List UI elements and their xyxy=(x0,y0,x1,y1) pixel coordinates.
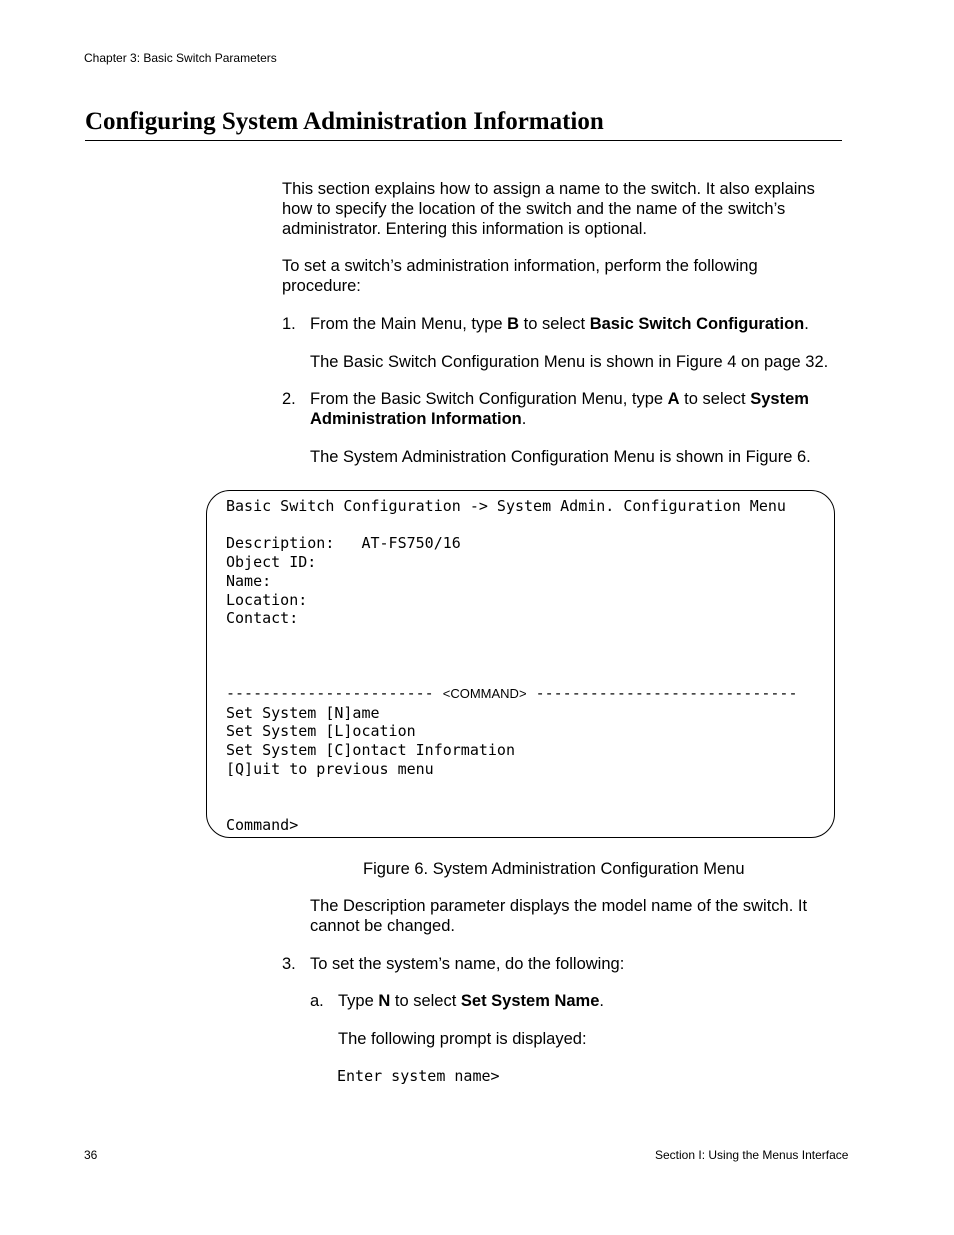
step-1-target: Basic Switch Configuration xyxy=(589,315,805,333)
figure-caption: Figure 6. System Administration Configuration Menu xyxy=(363,860,745,878)
step-3-text: To set the system’s name, do the following: xyxy=(310,955,625,973)
terminal-screen xyxy=(226,497,797,835)
step-2-post: . xyxy=(521,410,527,428)
step-3-number: 3. xyxy=(282,955,296,973)
page-title: Configuring System Administration Information xyxy=(85,107,842,141)
step-1-number: 1. xyxy=(282,315,296,333)
substep-a-text xyxy=(338,991,838,1011)
description-row xyxy=(226,534,797,553)
procedure-intro: To set a switch’s administration information, perform the following procedure: xyxy=(282,257,758,295)
footer-section: Section I: Using the Menus Interface xyxy=(655,1148,849,1162)
name-label: Name: xyxy=(226,571,272,590)
menu-item-quit[interactable]: [Q]uit to previous menu xyxy=(226,759,434,778)
page-number: 36 xyxy=(84,1148,98,1162)
step-1-mid: to select xyxy=(519,315,590,333)
description-label: Description: xyxy=(226,534,335,553)
divider-left: ----------------------- xyxy=(226,684,434,703)
divider-right: ----------------------------- xyxy=(535,684,798,703)
step-1-pre: From the Main Menu, type xyxy=(310,315,508,333)
substep-a-target: Set System Name xyxy=(460,992,600,1010)
terminal-breadcrumb: Basic Switch Configuration -> System Admin. Configuration Menu xyxy=(226,497,786,515)
step-2-key: A xyxy=(667,390,680,408)
contact-label: Contact: xyxy=(226,609,299,628)
description-note: The Description parameter displays the model name of the switch. It cannot be changed. xyxy=(310,897,808,935)
menu-item-set-contact[interactable]: Set System [C]ontact Information xyxy=(226,741,515,760)
step-2-note: The System Administration Configuration Menu is shown in Figure 6. xyxy=(310,448,811,466)
step-2-text xyxy=(310,389,840,429)
command-header: <COMMAND> xyxy=(442,686,527,702)
substep-a-key: N xyxy=(378,992,391,1010)
substep-a-note: The following prompt is displayed: xyxy=(338,1030,587,1048)
location-label: Location: xyxy=(226,590,308,609)
system-name-prompt: Enter system name> xyxy=(337,1067,500,1085)
substep-a-post: . xyxy=(599,992,604,1010)
step-1-text xyxy=(310,314,850,334)
step-2-number: 2. xyxy=(282,390,296,408)
substep-a-mid: to select xyxy=(390,992,461,1010)
substep-a-pre: Type xyxy=(338,992,379,1010)
command-divider xyxy=(226,684,797,704)
step-1-post: . xyxy=(804,315,809,333)
substep-a-letter: a. xyxy=(310,992,324,1010)
description-value: AT-FS750/16 xyxy=(361,534,461,553)
intro-paragraph: This section explains how to assign a name to the switch. It also explains how to specify the location of the switch and the name of the switch’s administrator. Entering this information is optional. xyxy=(282,180,815,238)
step-2-target: System Administration Information xyxy=(310,390,809,428)
running-head: Chapter 3: Basic Switch Parameters xyxy=(84,51,277,65)
object-id-label: Object ID: xyxy=(226,553,317,572)
step-1-key: B xyxy=(507,315,520,333)
step-2-mid: to select xyxy=(679,390,751,408)
step-2-pre: From the Basic Switch Configuration Menu, type xyxy=(310,390,668,408)
command-prompt[interactable]: Command> xyxy=(226,815,299,834)
step-1-note: The Basic Switch Configuration Menu is shown in Figure 4 on page 32. xyxy=(310,353,829,371)
menu-item-set-name[interactable]: Set System [N]ame xyxy=(226,703,380,722)
menu-item-set-location[interactable]: Set System [L]ocation xyxy=(226,722,416,741)
